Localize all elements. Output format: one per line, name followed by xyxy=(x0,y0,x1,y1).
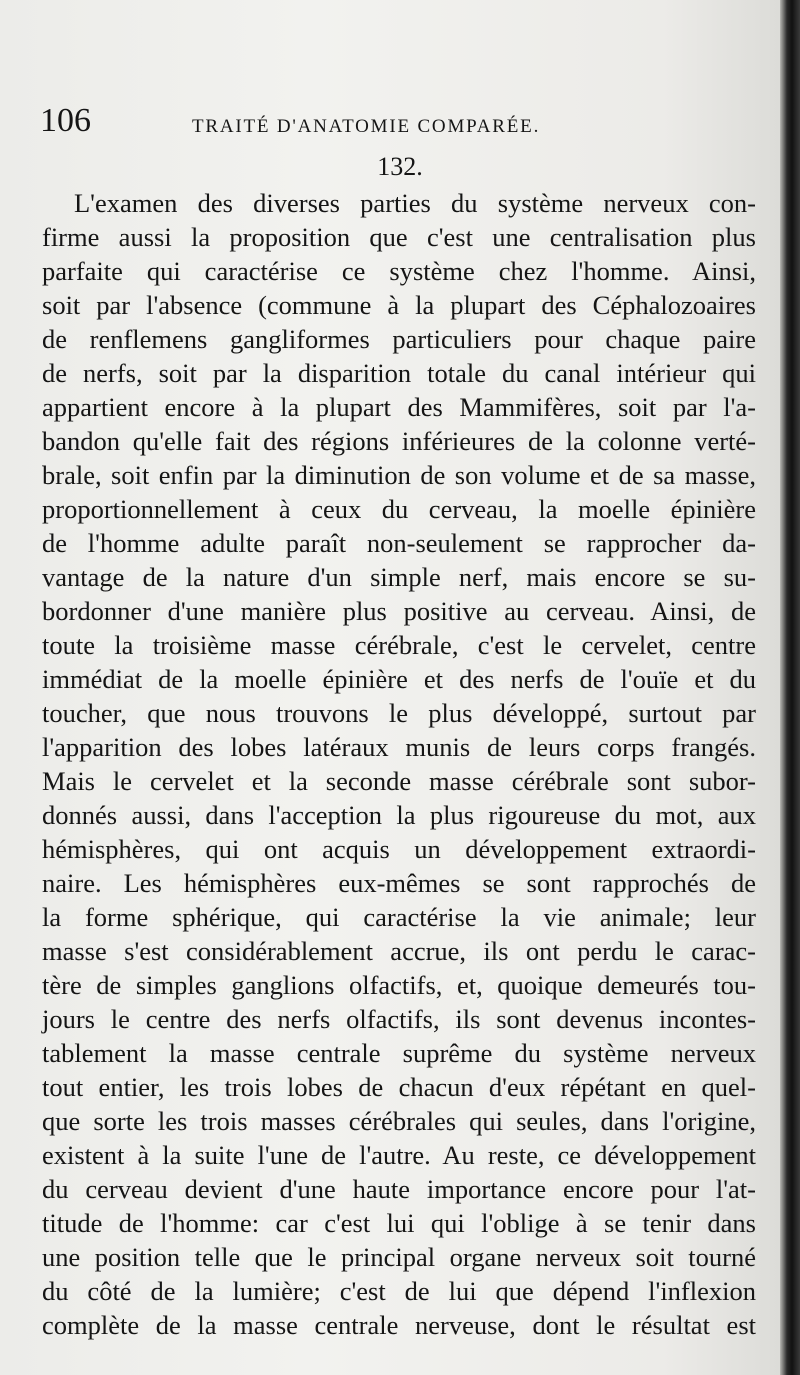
text-line: proportionnellement à ceux du cerveau, la moelle épinière xyxy=(42,494,756,524)
text-line: firme aussi la proposition que c'est une centralisation plus xyxy=(42,222,756,252)
text-line: soit par l'absence (commune à la plupart des Céphalozoaires xyxy=(42,290,756,320)
section-number: 132. xyxy=(377,152,423,181)
running-head: TRAITÉ D'ANATOMIE COMPARÉE. xyxy=(192,116,541,137)
text-line: jours le centre des nerfs olfactifs, ils sont devenus incontes- xyxy=(42,1004,756,1034)
text-line: de nerfs, soit par la disparition totale du canal intérieur qui xyxy=(42,358,756,388)
text-line: vantage de la nature d'un simple nerf, mais encore se su- xyxy=(42,562,756,592)
text-line: donnés aussi, dans l'acception la plus rigoureuse du mot, aux xyxy=(42,800,756,830)
body-text xyxy=(42,186,756,1342)
text-line: L'examen des diverses parties du système nerveux con- xyxy=(74,188,756,218)
text-line: brale, soit enfin par la diminution de son volume et de sa masse, xyxy=(42,460,756,490)
text-line: toute la troisième masse cérébrale, c'est le cervelet, centre xyxy=(42,630,756,660)
text-line: Mais le cervelet et la seconde masse cérébrale sont subor- xyxy=(42,766,756,796)
text-line: une position telle que le principal organe nerveux soit tourné xyxy=(42,1242,756,1272)
text-line: hémisphères, qui ont acquis un développement extraordi- xyxy=(42,834,756,864)
text-line: masse s'est considérablement accrue, ils ont perdu le carac- xyxy=(42,936,756,966)
page-header xyxy=(40,104,755,144)
text-line: de l'homme adulte paraît non-seulement se rapprocher da- xyxy=(42,528,756,558)
text-line: immédiat de la moelle épinière et des nerfs de l'ouïe et du xyxy=(42,664,756,694)
text-line: naire. Les hémisphères eux-mêmes se sont rapprochés de xyxy=(42,868,756,898)
text-line: l'apparition des lobes latéraux munis de leurs corps frangés. xyxy=(42,732,756,762)
text-line: tablement la masse centrale suprême du système nerveux xyxy=(42,1038,756,1068)
text-line: existent à la suite l'une de l'autre. Au reste, ce développement xyxy=(42,1140,756,1170)
page-number: 106 xyxy=(40,102,91,139)
text-line: tout entier, les trois lobes de chacun d'eux répétant en quel- xyxy=(42,1072,756,1102)
text-line: du côté de la lumière; c'est de lui que dépend l'inflexion xyxy=(42,1276,756,1306)
text-line: appartient encore à la plupart des Mammifères, soit par l'a- xyxy=(42,392,756,422)
text-line: toucher, que nous trouvons le plus développé, surtout par xyxy=(42,698,756,728)
text-line: bandon qu'elle fait des régions inférieures de la colonne verté- xyxy=(42,426,756,456)
page-edge-shadow xyxy=(780,0,800,1375)
text-line: du cerveau devient d'une haute importance encore pour l'at- xyxy=(42,1174,756,1204)
text-line: parfaite qui caractérise ce système chez l'homme. Ainsi, xyxy=(42,256,756,286)
text-line: que sorte les trois masses cérébrales qui seules, dans l'origine, xyxy=(42,1106,756,1136)
text-line: la forme sphérique, qui caractérise la vie animale; leur xyxy=(42,902,756,932)
text-line: tère de simples ganglions olfactifs, et, quoique demeurés tou- xyxy=(42,970,756,1000)
text-line: bordonner d'une manière plus positive au cerveau. Ainsi, de xyxy=(42,596,756,626)
text-line: de renflemens gangliformes particuliers pour chaque paire xyxy=(42,324,756,354)
text-line: titude de l'homme: car c'est lui qui l'oblige à se tenir dans xyxy=(42,1208,756,1238)
text-line: complète de la masse centrale nerveuse, dont le résultat est xyxy=(42,1310,756,1340)
